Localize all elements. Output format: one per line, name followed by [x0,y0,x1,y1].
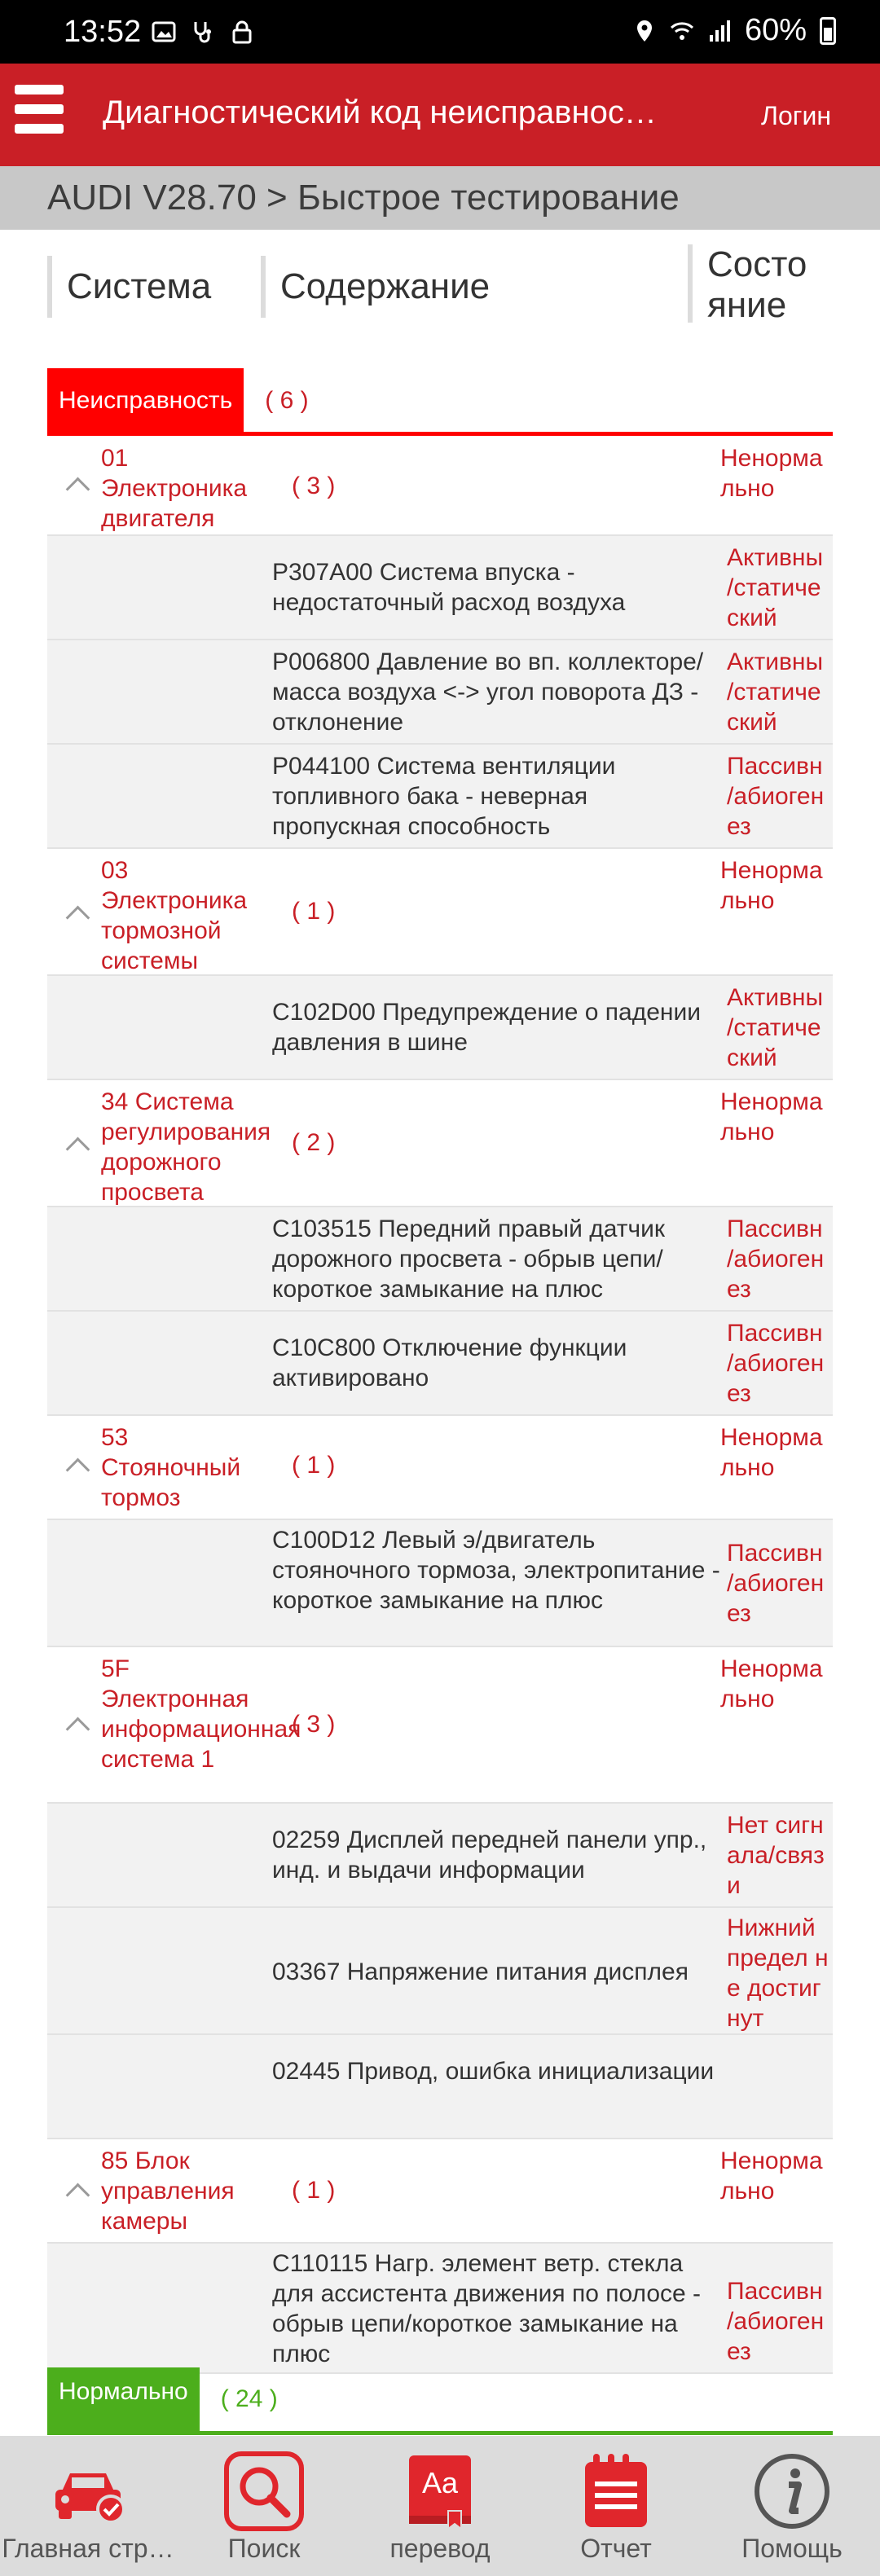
fault-description: 02259 Дисплей передней панели упр., инд. и выдачи информации [272,1826,707,1884]
search-icon [223,2451,305,2532]
svg-text:Aa: Aa [421,2466,459,2499]
column-header-state-line2: яние [707,285,787,325]
fault-description: C103515 Передний правый датчик дорожного просвета - обрыв цепи/короткое замыкание на плюс [272,1215,665,1303]
fault-description: P006800 Давление во вп. коллекторе/масса воздуха <-> угол поворота ДЗ - отклонение [272,648,704,736]
stethoscope-icon [191,20,215,44]
fault-description: C102D00 Предупреждение о падении давления в шине [272,999,701,1056]
menu-icon[interactable] [15,85,64,145]
fault-description: C10C800 Отключение функции активировано [272,1334,627,1391]
column-header-state [688,244,831,323]
lock-icon [230,20,254,44]
fault-state: Активны /статический [727,648,824,736]
fault-description: 03367 Напряжение питания дисплея [272,1958,689,1985]
fault-state: Нижний предел не достигнут [727,1914,829,2032]
fault-section-divider [47,432,833,436]
system-row[interactable] [47,2139,833,2244]
breadcrumb-text: AUDI V28.70 > Быстрое тестирование [47,178,680,218]
fault-state: Активны /статический [727,544,824,631]
system-row[interactable] [47,1080,833,1207]
nav-help-label: Помощь [741,2534,843,2563]
fault-section-count: ( 6 ) [265,387,309,414]
system-state: Ненормально [720,445,823,502]
chevron-up-icon[interactable] [65,901,90,925]
column-header-content: Содержание [261,256,684,318]
system-fault-count: ( 1 ) [292,1452,336,1479]
wifi-icon [670,19,694,43]
chevron-up-icon[interactable] [65,1712,90,1737]
system-fault-count: ( 1 ) [292,2177,336,2204]
normal-section-label: Нормально [47,2367,200,2433]
system-name: 01 Электроника двигателя [101,445,248,532]
system-row[interactable] [47,1647,833,1804]
fault-section-label: Неисправность [47,368,244,433]
diagnostic-table [47,437,833,2374]
system-name: 5F Электронная информационная система 1 [101,1655,301,1773]
fault-description: P307A00 Система впуска - недостаточный расход воздуха [272,559,626,616]
nav-home-label: Главная стр… [2,2534,174,2563]
nav-search-label: Поиск [227,2534,301,2563]
fault-description: 02445 Привод, ошибка инициализации [272,2058,715,2085]
battery-icon [820,17,836,45]
fault-state: Нет сигнала/связи [727,1812,825,1899]
fault-row[interactable] [47,976,833,1080]
fault-section-tab[interactable] [47,368,309,433]
system-state: Ненормально [720,2147,823,2205]
fault-state: Пассивн /абиоген ез [727,753,825,840]
normal-section-divider [47,2431,833,2435]
chevron-up-icon[interactable] [65,473,90,497]
breadcrumb [0,166,880,230]
fault-state: Пассивн /абиоген ез [727,1215,825,1303]
nav-translate-label: перевод [389,2534,491,2563]
page-title: Диагностический код неисправнос… [103,95,657,130]
table-header [47,230,833,345]
fault-state: Пассивн /абиоген ез [727,1540,825,1627]
fault-state: Активны /статический [727,984,824,1071]
nav-home[interactable] [0,2436,176,2576]
fault-row[interactable] [47,745,833,849]
nav-search[interactable] [176,2436,352,2576]
system-name: 85 Блок управления камеры [101,2147,235,2235]
fault-row[interactable] [47,1207,833,1312]
system-state: Ненормально [720,1424,823,1481]
fault-row[interactable] [47,536,833,640]
car-check-icon [47,2451,129,2532]
fault-row[interactable] [47,1804,833,1908]
nav-translate[interactable] [352,2436,528,2576]
status-bar [0,0,880,64]
system-status-icons [632,13,836,48]
system-name: 34 Система регулирования дорожного просвета [101,1088,271,1206]
normal-section-count: ( 24 ) [220,2385,278,2412]
system-state: Ненормально [720,857,823,914]
signal-icon [707,19,732,43]
chevron-up-icon[interactable] [65,1453,90,1478]
nav-report-label: Отчет [580,2534,652,2563]
system-name: 53 Стояночный тормоз [101,1424,241,1511]
fault-row[interactable] [47,2035,833,2139]
fault-row[interactable] [47,2244,833,2374]
system-row[interactable] [47,437,833,536]
fault-description: C100D12 Левый э/двигатель стояночного тормоза, электропитание - короткое замыкание на плюс [272,1527,720,1614]
fault-state: Пассивн /абиоген ез [727,2278,825,2365]
location-icon [632,19,657,43]
system-state: Ненормально [720,1088,823,1145]
system-fault-count: ( 3 ) [292,1711,336,1738]
notification-icons [152,20,254,44]
system-state: Ненормально [720,1655,823,1712]
fault-description: P044100 Система вентиляции топливного бака - неверная пропускная способность [272,753,616,840]
app-header [0,64,880,166]
normal-section-tab[interactable] [47,2367,278,2433]
fault-description: C110115 Нагр. элемент ветр. стекла для ассистента движения по полосе - обрыв цепи/короткое замыкание на плюс [272,2250,702,2367]
battery-percent: 60% [744,13,807,47]
nav-report[interactable] [528,2436,704,2576]
fault-row[interactable] [47,1908,833,2035]
nav-help[interactable] [704,2436,880,2576]
chevron-up-icon[interactable] [65,1132,90,1157]
system-row[interactable] [47,849,833,976]
fault-row[interactable] [47,1520,833,1647]
fault-state: Пассивн /абиоген ез [727,1320,825,1407]
fault-row[interactable] [47,1312,833,1416]
column-header-state-line1: Состо [707,244,807,284]
system-fault-count: ( 1 ) [292,898,336,925]
report-icon [575,2451,657,2532]
clock: 13:52 [64,15,142,49]
bottom-navigation [0,2436,880,2576]
help-icon [751,2451,833,2532]
chevron-up-icon[interactable] [65,2178,90,2203]
system-fault-count: ( 2 ) [292,1129,336,1156]
system-name: 03 Электроника тормозной системы [101,857,248,974]
fault-row[interactable] [47,640,833,745]
system-fault-count: ( 3 ) [292,473,336,499]
image-icon [152,20,176,44]
login-button[interactable]: Логин [760,101,831,130]
translate-book-icon [399,2451,481,2532]
system-row[interactable] [47,1416,833,1520]
column-header-system: Система [47,256,248,318]
